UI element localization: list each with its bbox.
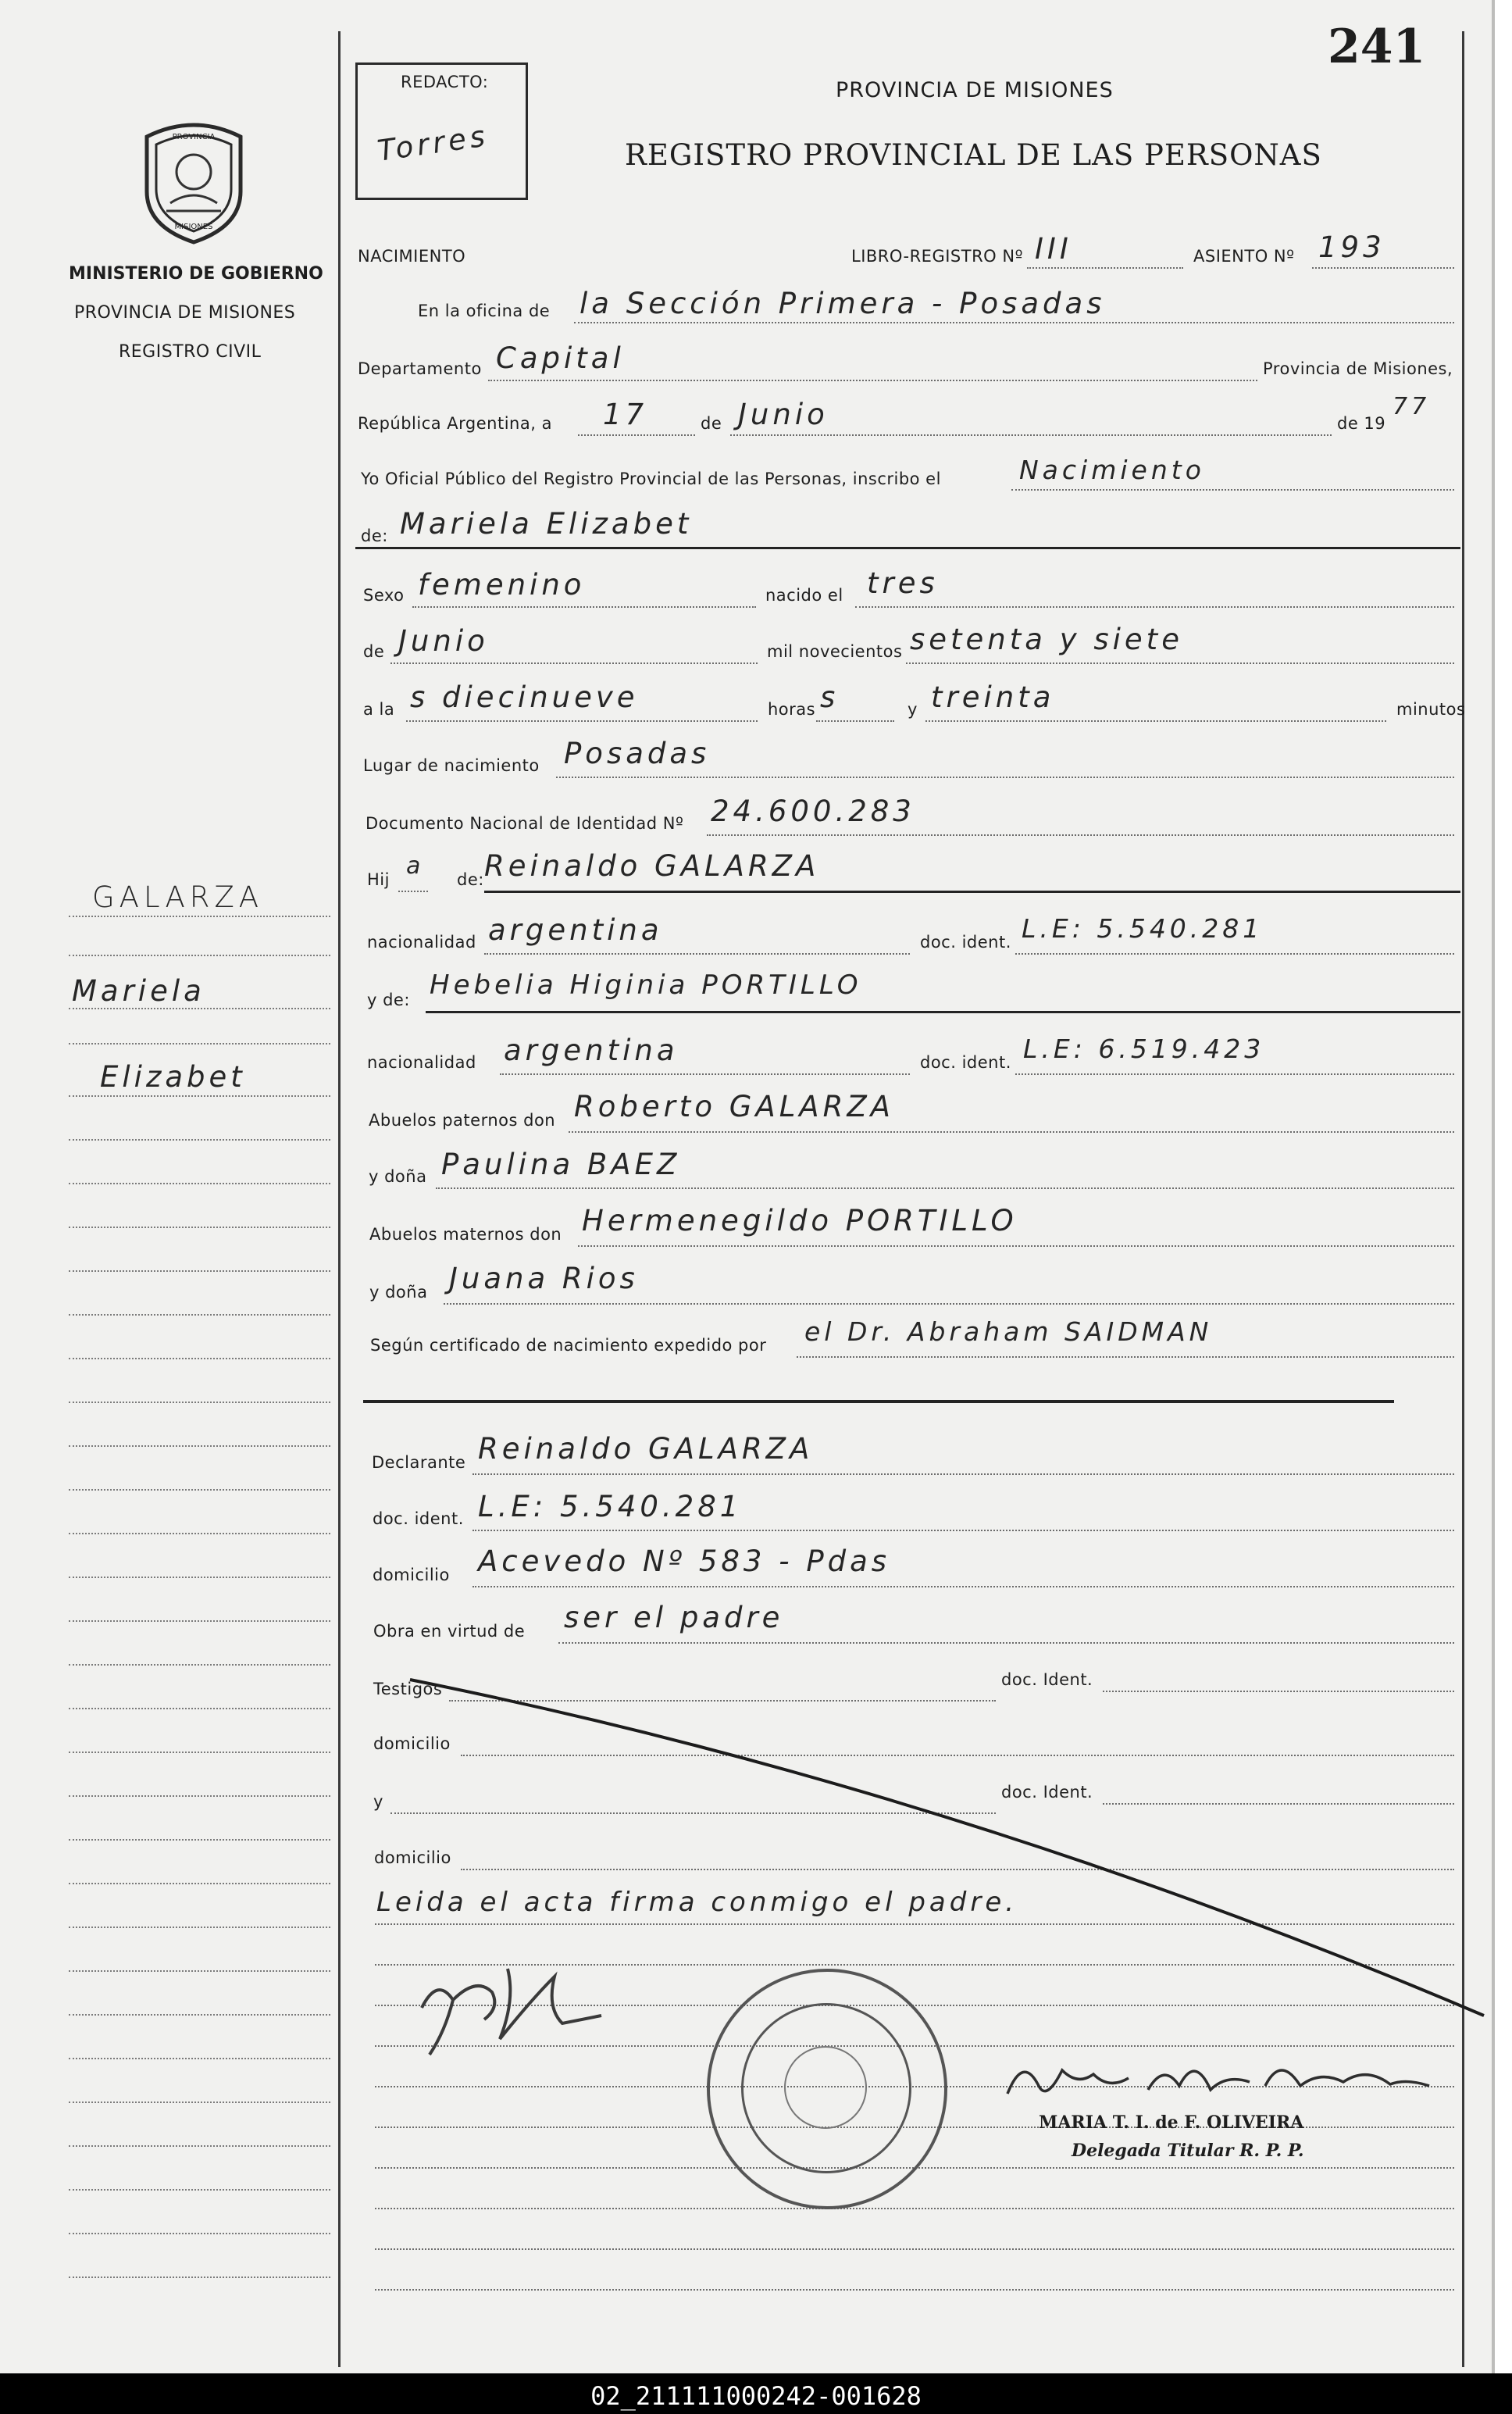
- ab-pat-value: Roberto GALARZA: [574, 1090, 894, 1123]
- ministerio-title: MINISTERIO DE GOBIERNO: [69, 264, 323, 284]
- test-dom2-label: domicilio: [374, 1848, 451, 1867]
- decl-doc-value: L.E: 5.540.281: [478, 1490, 743, 1523]
- testigos-label: Testigos: [373, 1680, 443, 1698]
- mes-value: Junio: [738, 398, 829, 431]
- sexo-label: Sexo: [363, 586, 405, 605]
- acta-tipo: NACIMIENTO: [358, 247, 466, 266]
- horas-label: horas: [768, 700, 816, 719]
- dni-value: 24.600.283: [711, 795, 915, 828]
- scan-code: 02_211111000242-001628: [590, 2381, 922, 2411]
- de-label: de: [701, 414, 722, 433]
- dia-value: 17: [603, 398, 648, 431]
- de-persona-label: de:: [361, 527, 388, 545]
- dona1-label: y doña: [369, 1167, 427, 1186]
- nac2-value: argentina: [504, 1034, 679, 1067]
- hij-label: Hij: [367, 870, 390, 889]
- doc1-label: doc. ident.: [920, 933, 1011, 952]
- mil-label: mil novecientos: [767, 642, 903, 661]
- official-name: MARIA T. I. de F. OLIVEIRA: [1039, 2112, 1304, 2133]
- ab-pat-label: Abuelos paternos don: [369, 1111, 556, 1130]
- ala-label: a la: [363, 700, 395, 719]
- asiento-label: ASIENTO Nº: [1193, 247, 1295, 266]
- horas-value: s: [820, 680, 840, 714]
- provincia-suffix: Provincia de Misiones,: [1263, 359, 1453, 378]
- oficina-label: En la oficina de: [418, 302, 551, 320]
- cert-value: el Dr. Abraham SAIDMAN: [804, 1316, 1213, 1347]
- section-separator: [363, 1400, 1394, 1403]
- decl-doc-label: doc. ident.: [373, 1509, 464, 1528]
- nac1-label: nacionalidad: [367, 933, 476, 952]
- departamento-label: Departamento: [358, 359, 482, 378]
- redacto-label: REDACTO:: [401, 73, 489, 91]
- margin-second-name: Elizabet: [100, 1060, 246, 1094]
- nacido-label: nacido el: [765, 586, 843, 605]
- libro-value: III: [1035, 232, 1072, 266]
- hij-de-label: de:: [457, 870, 484, 889]
- nac1-value: argentina: [488, 913, 663, 947]
- oficial-value: Nacimiento: [1019, 455, 1205, 485]
- minutos-label: minutos: [1396, 700, 1466, 719]
- dni-label: Documento Nacional de Identidad Nº: [366, 814, 684, 833]
- asiento-value: 193: [1318, 230, 1385, 264]
- nacido-value: tres: [867, 566, 939, 600]
- ab-mat-value: Hermenegildo PORTILLO: [582, 1204, 1018, 1237]
- cert-label: Según certificado de nacimiento expedido por: [370, 1336, 767, 1355]
- de-mes-label: de: [363, 642, 385, 661]
- official-title: Delegada Titular R. P. P.: [1072, 2141, 1304, 2161]
- test-dom1-label: domicilio: [373, 1734, 451, 1753]
- left-margin-rule: [338, 31, 341, 2367]
- header-provincia: PROVINCIA DE MISIONES: [836, 78, 1114, 102]
- provincial-emblem-icon: [131, 117, 256, 246]
- domicilio-value: Acevedo Nº 583 - Pdas: [478, 1544, 891, 1578]
- ala-value: s diecinueve: [410, 680, 639, 714]
- header-registro: REGISTRO PROVINCIAL DE LAS PERSONAS: [625, 138, 1322, 172]
- ab-mat-label: Abuelos maternos don: [369, 1225, 562, 1244]
- nombre-value: Mariela Elizabet: [400, 507, 693, 541]
- doc1-value: L.E: 5.540.281: [1022, 913, 1264, 944]
- page-number: 241: [1328, 20, 1426, 74]
- libro-label: LIBRO-REGISTRO Nº: [851, 247, 1023, 266]
- margin-first-name: Mariela: [72, 974, 205, 1008]
- y-label: y: [908, 700, 918, 719]
- lugar-label: Lugar de nacimiento: [363, 756, 540, 775]
- y-de-label: y de:: [367, 991, 410, 1009]
- obra-value: ser el padre: [564, 1601, 784, 1634]
- declarant-signature: [406, 1945, 640, 2070]
- doc2-label: doc. ident.: [920, 1053, 1011, 1072]
- lectura-value: Leida el acta firma conmigo el padre.: [376, 1887, 1018, 1918]
- dona1-value: Paulina BAEZ: [441, 1148, 681, 1181]
- anio-label: de 19: [1337, 414, 1386, 433]
- domicilio-label: domicilio: [373, 1566, 450, 1584]
- emblem-top-text: PROVINCIA: [172, 133, 216, 141]
- padre-value: Reinaldo GALARZA: [484, 849, 820, 883]
- test-y-label: y: [373, 1792, 383, 1811]
- hij-value: a: [406, 852, 425, 880]
- margin-surname: GALARZA: [92, 880, 264, 914]
- provincia-subtitle: PROVINCIA DE MISIONES: [74, 303, 296, 323]
- scan-footer: [0, 2373, 1512, 2414]
- test-doc1-label: doc. Ident.: [1001, 1670, 1093, 1689]
- minutos-value: treinta: [931, 680, 1055, 714]
- departamento-value: Capital: [496, 341, 625, 375]
- declarante-label: Declarante: [372, 1453, 466, 1472]
- redacto-value: Torres: [375, 119, 491, 168]
- madre-value: Hebelia Higinia PORTILLO: [430, 970, 862, 1001]
- redacto-box: [355, 62, 528, 200]
- registro-civil-subtitle: REGISTRO CIVIL: [119, 342, 262, 362]
- republica-label: República Argentina, a: [358, 414, 552, 433]
- obra-label: Obra en virtud de: [373, 1622, 526, 1641]
- dona2-label: y doña: [369, 1283, 428, 1302]
- oficina-value: la Sección Primera - Posadas: [579, 287, 1106, 320]
- dona2-value: Juana Rios: [449, 1262, 639, 1295]
- oficial-text: Yo Oficial Público del Registro Provincial de las Personas, inscribo el: [361, 470, 941, 488]
- anio-value: 77: [1393, 393, 1431, 420]
- sexo-value: femenino: [418, 568, 586, 602]
- mil-value: setenta y siete: [910, 623, 1183, 656]
- nac-mes-value: Junio: [398, 624, 489, 658]
- emblem-bottom-text: MISIONES: [174, 223, 213, 231]
- doc2-value: L.E: 6.519.423: [1023, 1034, 1265, 1064]
- declarante-value: Reinaldo GALARZA: [478, 1432, 814, 1466]
- official-seal: [707, 1969, 947, 2209]
- lugar-value: Posadas: [564, 737, 711, 770]
- nac2-label: nacionalidad: [367, 1053, 476, 1072]
- test-doc2-label: doc. Ident.: [1001, 1783, 1093, 1802]
